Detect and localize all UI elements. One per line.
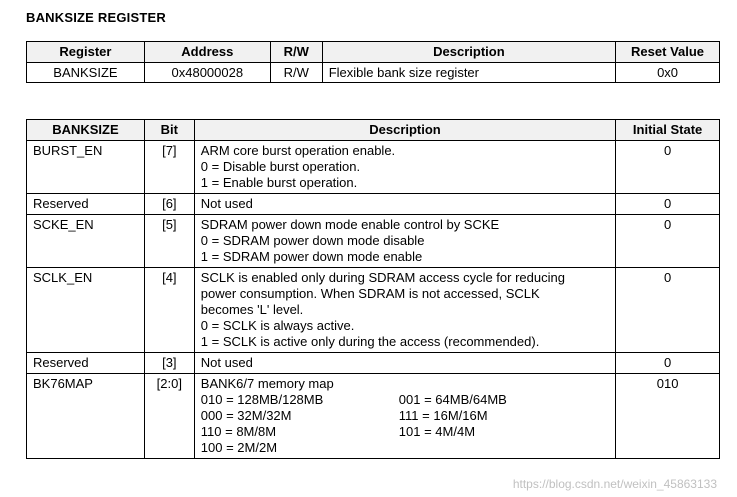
col-header-rw: R/W <box>270 42 322 63</box>
field-bit: [6] <box>144 194 194 215</box>
memory-map-entry: 100 = 2M/2M <box>200 440 278 455</box>
col-header-field: BANKSIZE <box>27 120 145 141</box>
register-name: BANKSIZE <box>27 63 145 83</box>
field-name: Reserved <box>27 194 145 215</box>
table-header-row <box>27 120 720 141</box>
field-initial-state: 0 <box>616 141 720 194</box>
description-line: SDRAM power down mode enable control by SCKE <box>200 217 500 232</box>
memory-map-entry: 000 = 32M/32M <box>200 408 292 423</box>
field-initial-state: 0 <box>616 268 720 353</box>
description-line: 1 = SCLK is active only during the access (recommended). <box>200 334 540 349</box>
field-description <box>194 215 615 268</box>
field-name: SCKE_EN <box>27 215 145 268</box>
field-description <box>194 141 615 194</box>
page-title: BANKSIZE REGISTER <box>26 10 166 25</box>
table-row <box>27 215 720 268</box>
bit-field-table <box>26 119 720 459</box>
field-bit: [3] <box>144 353 194 374</box>
register-address: 0x48000028 <box>144 63 270 83</box>
field-name: BURST_EN <box>27 141 145 194</box>
description-line: BANK6/7 memory map <box>200 376 334 391</box>
field-bit: [4] <box>144 268 194 353</box>
memory-map-entry: 110 = 8M/8M <box>200 424 277 439</box>
col-header-reset-value: Reset Value <box>616 42 720 63</box>
col-header-description: Description <box>322 42 615 63</box>
table-row <box>27 141 720 194</box>
description-line: 0 = SCLK is always active. <box>200 318 355 333</box>
field-description <box>194 268 615 353</box>
table-header-row <box>27 42 720 63</box>
field-bit: [7] <box>144 141 194 194</box>
description-line: becomes 'L' level. <box>200 302 304 317</box>
memory-map-entry: 101 = 4M/4M <box>398 424 476 439</box>
field-initial-state: 0 <box>616 194 720 215</box>
field-description <box>194 374 615 459</box>
col-header-initial-state: Initial State <box>616 120 720 141</box>
field-name: SCLK_EN <box>27 268 145 353</box>
field-initial-state: 010 <box>616 374 720 459</box>
field-bit: [2:0] <box>144 374 194 459</box>
description-line: 0 = Disable burst operation. <box>200 159 361 174</box>
register-rw: R/W <box>270 63 322 83</box>
memory-map-entry: 001 = 64MB/64MB <box>398 392 507 407</box>
field-initial-state: 0 <box>616 215 720 268</box>
col-header-register: Register <box>27 42 145 63</box>
register-reset-value: 0x0 <box>616 63 720 83</box>
field-description <box>194 194 615 215</box>
table-row <box>27 194 720 215</box>
field-name: Reserved <box>27 353 145 374</box>
description-line: 1 = SDRAM power down mode enable <box>200 249 423 264</box>
table-row <box>27 374 720 459</box>
col-header-address: Address <box>144 42 270 63</box>
memory-map-entry: 111 = 16M/16M <box>398 408 488 423</box>
table-row <box>27 268 720 353</box>
description-line: 0 = SDRAM power down mode disable <box>200 233 425 248</box>
col-header-description: Description <box>194 120 615 141</box>
table-row <box>27 353 720 374</box>
description-line: 1 = Enable burst operation. <box>200 175 358 190</box>
memory-map-grid <box>201 392 609 456</box>
description-line: Not used <box>200 355 253 370</box>
field-initial-state: 0 <box>616 353 720 374</box>
description-line: SCLK is enabled only during SDRAM access cycle for reducing <box>200 270 565 285</box>
table-row <box>27 63 720 83</box>
field-description <box>194 353 615 374</box>
description-line: Not used <box>200 196 253 211</box>
register-summary-table <box>26 41 720 83</box>
field-bit: [5] <box>144 215 194 268</box>
watermark-text: https://blog.csdn.net/weixin_45863133 <box>512 477 717 491</box>
description-line: power consumption. When SDRAM is not accessed, SCLK <box>200 286 540 301</box>
register-description: Flexible bank size register <box>322 63 615 83</box>
memory-map-entry: 010 = 128MB/128MB <box>200 392 324 407</box>
description-line: ARM core burst operation enable. <box>200 143 396 158</box>
col-header-bit: Bit <box>144 120 194 141</box>
field-name: BK76MAP <box>27 374 145 459</box>
